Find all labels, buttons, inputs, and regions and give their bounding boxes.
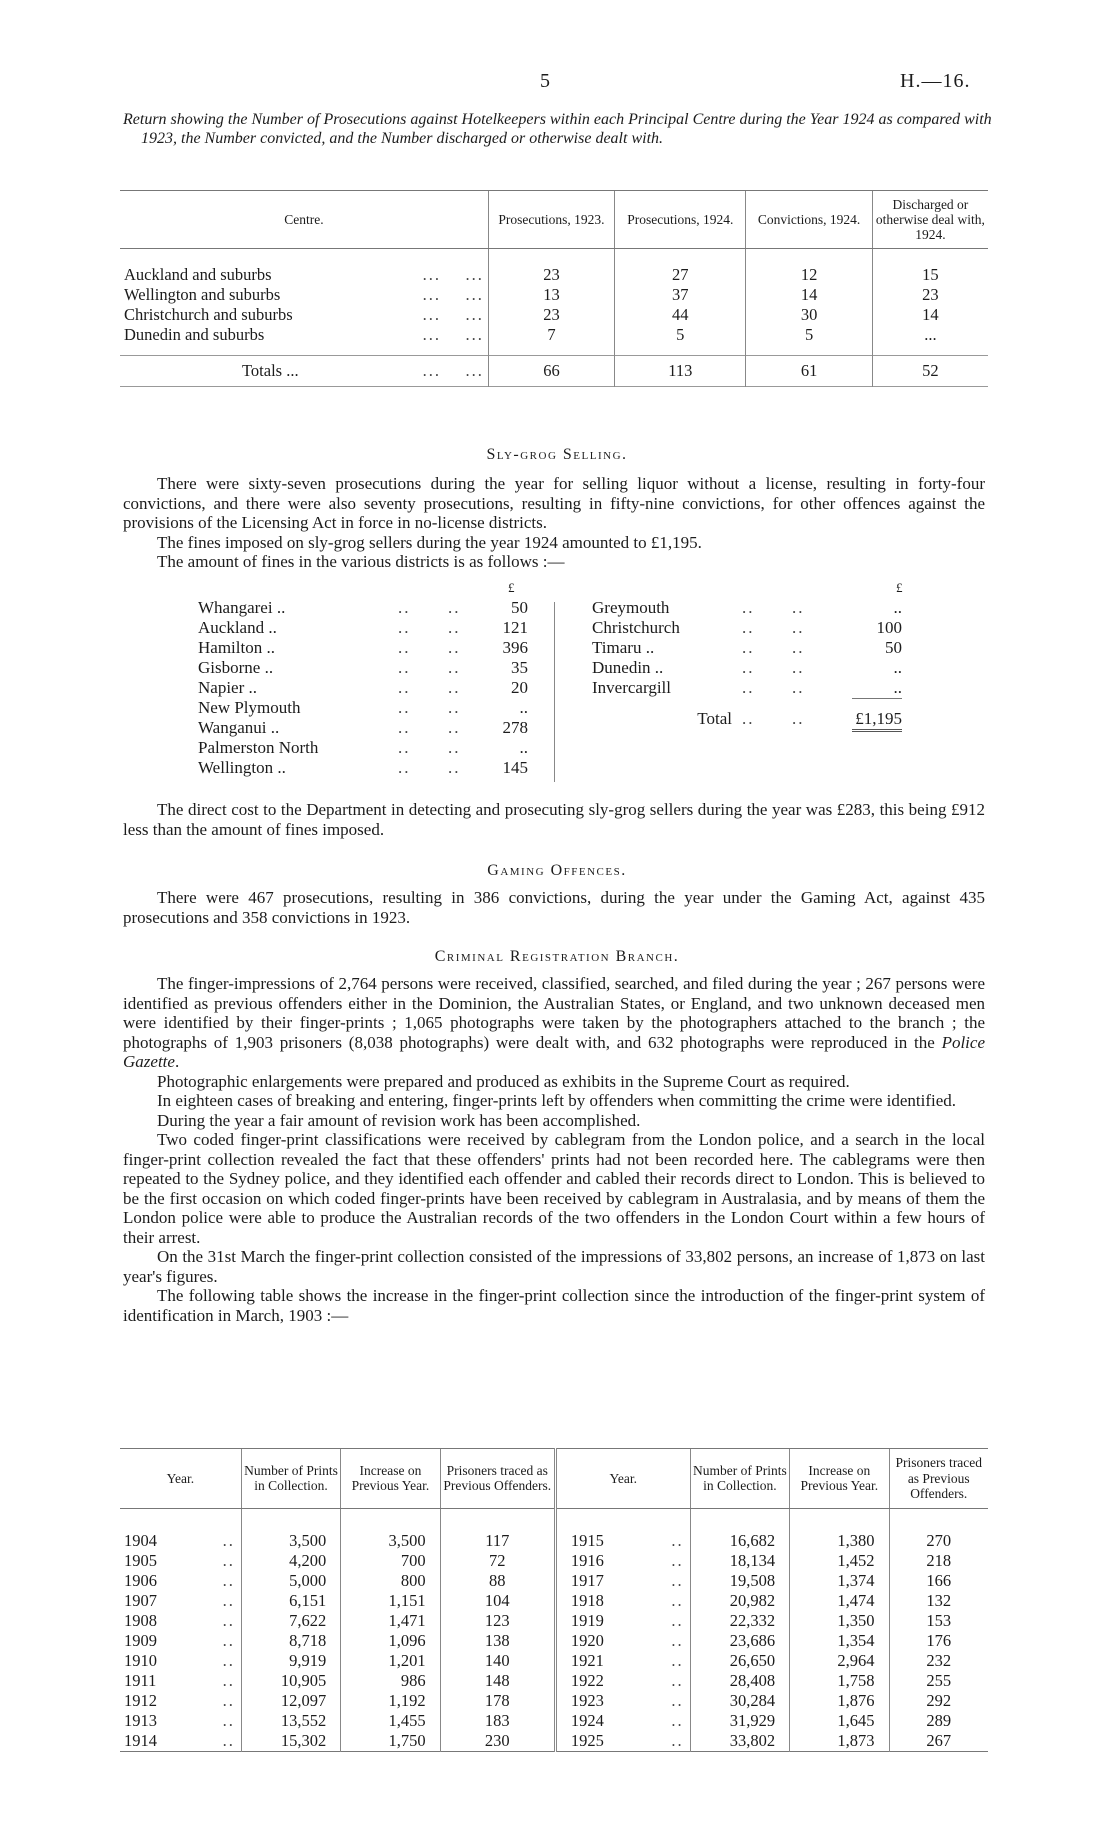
total-value: 113 <box>615 356 746 387</box>
year-cell: 1919 .. <box>555 1611 690 1631</box>
page-number: 5 <box>540 70 550 92</box>
prisoners-cell: 183 <box>440 1711 555 1731</box>
list-item: Napier .. .. .. 20 <box>198 678 528 697</box>
year-cell: 1909 .. <box>124 1630 235 1650</box>
table-row <box>120 1731 988 1752</box>
cell-value: 30 <box>746 305 872 325</box>
column-header-increase: Increase on Previous Year. <box>790 1449 889 1509</box>
fine-amount: .. <box>519 698 528 717</box>
increase-cell: 1,192 <box>341 1691 440 1711</box>
increase-cell: 800 <box>341 1571 440 1591</box>
cell-value: 13 <box>488 285 614 305</box>
list-item: Dunedin .. .. .. .. <box>592 658 902 677</box>
fine-amount: .. <box>852 678 902 699</box>
prints-cell: 6,151 <box>241 1591 340 1611</box>
district-name: Wanganui .. <box>198 718 280 737</box>
prosecutions-table <box>120 190 988 387</box>
fine-amount: 278 <box>502 718 528 737</box>
paragraph: In eighteen cases of breaking and entering, finger-prints left by offenders when committing the crime were identified. <box>157 1091 957 1110</box>
centre-name: Dunedin and suburbs <box>124 325 265 344</box>
paragraph: The amount of fines in the various districts is as follows :— <box>157 552 565 571</box>
prisoners-cell: 176 <box>889 1631 988 1651</box>
paragraph-text: . <box>174 1052 180 1071</box>
column-header-centre: Centre. <box>120 191 488 249</box>
table-row <box>120 1551 988 1571</box>
prints-cell: 4,200 <box>241 1551 340 1571</box>
leader-dots: .. <box>222 1650 235 1670</box>
table-row <box>120 1531 988 1551</box>
centre-name: Wellington and suburbs <box>124 285 281 304</box>
year-cell: 1906 .. <box>124 1570 235 1590</box>
fine-amount: .. <box>519 738 528 757</box>
paragraph-text: The finger-impressions of 2,764 persons were received, classified, searched, and filed during the year ; 267 persons were identified as previous offenders either in the Dominion, the Australian States, or England, and two unknown deceased men were identified by their finger-prints ; 1,065 photographs were taken by the photographers attached to the branch ; the photographs of 1,903 prisoners (8,038 photographs) were dealt with, and 632 photographs were reproduced in the <box>123 974 985 1052</box>
cell-value: 23 <box>872 285 988 305</box>
year-cell: 1925 .. <box>555 1731 690 1752</box>
district-name: Christchurch <box>592 618 680 637</box>
district-name: Napier .. <box>198 678 258 697</box>
increase-cell: 1,876 <box>790 1691 889 1711</box>
prisoners-cell: 104 <box>440 1591 555 1611</box>
column-header-increase: Increase on Previous Year. <box>341 1449 440 1509</box>
prints-cell: 3,500 <box>241 1531 340 1551</box>
prints-cell: 28,408 <box>690 1671 789 1691</box>
leader-dots: .. <box>222 1710 235 1730</box>
column-header-prosecutions-1924: Prosecutions, 1924. <box>615 191 746 249</box>
year-cell: 1924 .. <box>555 1711 690 1731</box>
fingerprint-table <box>120 1448 988 1752</box>
increase-cell: 1,471 <box>341 1611 440 1631</box>
year-cell: 1920 .. <box>555 1631 690 1651</box>
district-name: Greymouth <box>592 598 670 617</box>
criminal-registration-text <box>123 974 985 1325</box>
document-reference: H.—16. <box>900 70 971 92</box>
paragraph <box>123 974 985 1072</box>
increase-cell: 1,374 <box>790 1571 889 1591</box>
table-row <box>120 1671 988 1691</box>
paragraph: Photographic enlargements were prepared and produced as exhibits in the Supreme Court as required. <box>157 1071 850 1091</box>
cell-value: 23 <box>488 265 614 285</box>
list-item: Whangarei .. .. .. 50 <box>198 598 528 617</box>
prisoners-cell: 123 <box>440 1611 555 1631</box>
currency-header-left: £ <box>508 580 515 595</box>
cell-value: 27 <box>615 265 746 285</box>
district-name: Auckland .. <box>198 618 277 637</box>
prints-cell: 13,552 <box>241 1711 340 1731</box>
leader-dots: .. <box>222 1690 235 1710</box>
prints-cell: 15,302 <box>241 1731 340 1752</box>
prints-cell: 20,982 <box>690 1591 789 1611</box>
centre-name: Christchurch and suburbs <box>124 305 293 324</box>
table-row <box>120 1631 988 1651</box>
district-name: Whangarei .. <box>198 598 286 617</box>
centre-name: Auckland and suburbs <box>124 265 272 284</box>
list-item: Wanganui .. .. .. 278 <box>198 718 528 737</box>
section-heading-criminal-registration: Criminal Registration Branch. <box>434 948 680 965</box>
year-cell: 1912 .. <box>124 1690 235 1710</box>
list-item: Timaru .. .. .. 50 <box>592 638 902 657</box>
currency-header-right: £ <box>896 580 903 595</box>
column-header-convictions-1924: Convictions, 1924. <box>746 191 872 249</box>
cell-value: 37 <box>615 285 746 305</box>
prints-cell: 31,929 <box>690 1711 789 1731</box>
increase-cell: 2,964 <box>790 1651 889 1671</box>
year-cell: 1914 .. <box>124 1730 235 1750</box>
cell-value: 44 <box>615 305 746 325</box>
leader-dots: .. <box>222 1630 235 1650</box>
prints-cell: 26,650 <box>690 1651 789 1671</box>
column-header-prisoners: Prisoners traced as Previous Offenders. <box>440 1449 555 1509</box>
increase-cell: 1,750 <box>341 1731 440 1752</box>
leader-dots: .. <box>222 1590 235 1610</box>
paragraph: The fines imposed on sly-grog sellers during the year 1924 amounted to £1,195. <box>157 532 702 552</box>
fines-list-right <box>592 598 902 732</box>
district-name: Palmerston North <box>198 738 319 757</box>
fines-list-left <box>198 598 528 778</box>
prisoners-cell: 166 <box>889 1571 988 1591</box>
year-cell: 1913 .. <box>124 1710 235 1730</box>
leader-dots: .. <box>222 1730 235 1750</box>
list-item: New Plymouth .. .. .. <box>198 698 528 717</box>
increase-cell: 1,758 <box>790 1671 889 1691</box>
totals-label: Totals ... <box>242 361 299 380</box>
fine-amount: 100 <box>876 618 902 637</box>
column-header-prints: Number of Prints in Collection. <box>690 1449 789 1509</box>
list-item: Christchurch .. .. 100 <box>592 618 902 637</box>
prisoners-cell: 132 <box>889 1591 988 1611</box>
prisoners-cell: 255 <box>889 1671 988 1691</box>
leader-dots: .. <box>671 1610 684 1630</box>
leader-dots: .. <box>671 1530 684 1550</box>
prisoners-cell: 230 <box>440 1731 555 1752</box>
leader-dots: .. <box>671 1710 684 1730</box>
cell-value: 23 <box>488 305 614 325</box>
prints-cell: 19,508 <box>690 1571 789 1591</box>
leader-dots: .. <box>671 1630 684 1650</box>
increase-cell: 1,350 <box>790 1611 889 1631</box>
cell-value: 14 <box>746 285 872 305</box>
prints-cell: 16,682 <box>690 1531 789 1551</box>
paragraph: Two coded finger-print classifications were received by cablegram from the London police, and a search in the local finger-print collection revealed the fact that these offenders' prints had not been recorded here. The cablegrams were then repeated to the Sydney police, and they identified each offender and cabled their records direct to London. This is believed to be the first occasion on which coded finger-prints have been received by cablegram in Australasia, and by means of them the London police were able to produce the Australian records of the two offenders in the London Court within a few hours of their arrest. <box>123 1130 985 1247</box>
prisoners-cell: 292 <box>889 1691 988 1711</box>
table-row <box>120 1711 988 1731</box>
increase-cell: 1,645 <box>790 1711 889 1731</box>
prisoners-cell: 138 <box>440 1631 555 1651</box>
fine-amount: 20 <box>511 678 528 697</box>
cell-value: 5 <box>615 325 746 345</box>
district-name: Dunedin .. <box>592 658 664 677</box>
leader-dots: .. <box>671 1650 684 1670</box>
cell-value: 5 <box>746 325 872 345</box>
prisoners-cell: 267 <box>889 1731 988 1752</box>
increase-cell: 1,474 <box>790 1591 889 1611</box>
table-header-row <box>120 191 988 249</box>
prisoners-cell: 88 <box>440 1571 555 1591</box>
table-caption: Return showing the Number of Prosecutions against Hotelkeepers within each Principal Centre during the Year 1924 as compared with 1923, the Number convicted, and the Number discharged or otherwise dealt with. <box>123 111 992 147</box>
column-header-prisoners: Prisoners traced as Previous Offenders. <box>889 1449 988 1509</box>
increase-cell: 3,500 <box>341 1531 440 1551</box>
fine-amount: .. <box>893 598 902 617</box>
table-row: Dunedin and suburbs ... ... 7 5 5 ... <box>120 325 988 345</box>
year-cell: 1910 .. <box>124 1650 235 1670</box>
paragraph: During the year a fair amount of revision work has been accomplished. <box>157 1110 641 1130</box>
column-header-year: Year. <box>120 1449 241 1509</box>
leader-dots: .. <box>671 1550 684 1570</box>
year-cell: 1921 .. <box>555 1651 690 1671</box>
year-cell: 1918 .. <box>555 1591 690 1611</box>
cell-value: 14 <box>872 305 988 325</box>
prisoners-cell: 289 <box>889 1711 988 1731</box>
year-cell: 1923 .. <box>555 1691 690 1711</box>
district-name: Hamilton .. <box>198 638 275 657</box>
increase-cell: 1,452 <box>790 1551 889 1571</box>
prints-cell: 22,332 <box>690 1611 789 1631</box>
totals-row: Totals ... ... ... 66 113 61 52 <box>120 356 988 387</box>
year-cell: 1911 .. <box>124 1670 235 1690</box>
prints-cell: 8,718 <box>241 1631 340 1651</box>
increase-cell: 1,354 <box>790 1631 889 1651</box>
column-divider <box>554 602 555 782</box>
paragraph: There were 467 prosecutions, resulting in 386 convictions, during the year under the Gaming Act, against 435 prosecutions and 358 convictions in 1923. <box>123 888 985 927</box>
cell-value: 12 <box>746 265 872 285</box>
column-header-year: Year. <box>555 1449 690 1509</box>
column-header-prosecutions-1923: Prosecutions, 1923. <box>488 191 614 249</box>
fine-amount: 50 <box>885 638 902 657</box>
increase-cell: 986 <box>341 1671 440 1691</box>
column-header-prints: Number of Prints in Collection. <box>241 1449 340 1509</box>
fingerprint-table-body <box>120 1508 988 1751</box>
total-amount: £1,195 <box>852 709 902 731</box>
increase-cell: 700 <box>341 1551 440 1571</box>
table-row <box>120 1651 988 1671</box>
increase-cell: 1,380 <box>790 1531 889 1551</box>
prisoners-cell: 153 <box>889 1611 988 1631</box>
paragraph: The direct cost to the Department in detecting and prosecuting sly-grog sellers during the year was £283, this being £912 less than the amount of fines imposed. <box>123 800 985 839</box>
paragraph: There were sixty-seven prosecutions during the year for selling liquor without a license, resulting in forty-four convictions, and there were also seventy prosecutions, resulting in fifty-nine convictions, for other offences against the provisions of the Licensing Act in force in no-license districts. <box>123 474 985 532</box>
increase-cell: 1,096 <box>341 1631 440 1651</box>
year-cell: 1915 .. <box>555 1531 690 1551</box>
cell-value: 15 <box>872 265 988 285</box>
total-value: 52 <box>872 356 988 387</box>
leader-dots: .. <box>222 1610 235 1630</box>
leader-dots: .. <box>671 1690 684 1710</box>
table-row <box>120 1571 988 1591</box>
prisoners-cell: 218 <box>889 1551 988 1571</box>
fine-amount: 121 <box>502 618 528 637</box>
prisoners-cell: 117 <box>440 1531 555 1551</box>
year-cell: 1917 .. <box>555 1571 690 1591</box>
year-cell: 1905 .. <box>124 1550 235 1570</box>
paragraph: On the 31st March the finger-print collection consisted of the impressions of 33,802 persons, an increase of 1,873 on last year's figures. <box>123 1247 985 1286</box>
increase-cell: 1,873 <box>790 1731 889 1752</box>
prints-cell: 18,134 <box>690 1551 789 1571</box>
prisoners-cell: 232 <box>889 1651 988 1671</box>
cell-value: ... <box>872 325 988 345</box>
table-row: Christchurch and suburbs ... ... 23 44 30 14 <box>120 305 988 325</box>
table-row: Auckland and suburbs ... ... 23 27 12 15 <box>120 265 988 285</box>
gaming-text <box>123 888 985 927</box>
leader-dots: .. <box>671 1570 684 1590</box>
list-item: Invercargill .. .. .. <box>592 678 902 698</box>
list-item: Hamilton .. .. .. 396 <box>198 638 528 657</box>
paragraph: The following table shows the increase in the finger-print collection since the introduction of the finger-print system of identification in March, 1903 :— <box>123 1286 985 1325</box>
section-heading-sly-grog: Sly-grog Selling. <box>486 446 628 463</box>
prints-cell: 30,284 <box>690 1691 789 1711</box>
total-value: 61 <box>746 356 872 387</box>
year-cell: 1922 .. <box>555 1671 690 1691</box>
leader-dots: .. <box>222 1570 235 1590</box>
prisoners-cell: 72 <box>440 1551 555 1571</box>
prints-cell: 12,097 <box>241 1691 340 1711</box>
district-name: New Plymouth <box>198 698 301 717</box>
year-cell: 1904 .. <box>124 1530 235 1550</box>
prisoners-cell: 178 <box>440 1691 555 1711</box>
leader-dots: .. <box>671 1670 684 1690</box>
year-cell: 1916 .. <box>555 1551 690 1571</box>
fine-amount: 396 <box>502 638 528 657</box>
prisoners-cell: 270 <box>889 1531 988 1551</box>
fines-total-row: Total .. .. £1,195 <box>592 709 902 731</box>
column-header-discharged-1924: Discharged or otherwise deal with, 1924. <box>872 191 988 249</box>
list-item: Palmerston North .. .. .. <box>198 738 528 757</box>
leader-dots: .. <box>222 1530 235 1550</box>
list-item: Gisborne .. .. .. 35 <box>198 658 528 677</box>
table-row <box>120 1611 988 1631</box>
prints-cell: 7,622 <box>241 1611 340 1631</box>
list-item: Auckland .. .. .. 121 <box>198 618 528 637</box>
total-value: 66 <box>488 356 614 387</box>
prisoners-cell: 140 <box>440 1651 555 1671</box>
year-cell: 1907 .. <box>124 1590 235 1610</box>
increase-cell: 1,151 <box>341 1591 440 1611</box>
leader-dots: .. <box>671 1590 684 1610</box>
prints-cell: 23,686 <box>690 1631 789 1651</box>
list-item: Greymouth .. .. .. <box>592 598 902 617</box>
sly-grog-text <box>123 474 985 572</box>
publication-title: Police Gazette <box>123 1032 985 1071</box>
cell-value: 7 <box>488 325 614 345</box>
table-row: Wellington and suburbs ... ... 13 37 14 23 <box>120 285 988 305</box>
prints-cell: 10,905 <box>241 1671 340 1691</box>
fine-amount: 35 <box>511 658 528 677</box>
year-cell: 1908 .. <box>124 1610 235 1630</box>
leader-dots: .. <box>222 1550 235 1570</box>
district-name: Wellington .. <box>198 758 286 777</box>
fine-amount: 50 <box>511 598 528 617</box>
sly-grog-cost-text <box>123 800 985 839</box>
total-label: Total <box>697 709 732 729</box>
fine-amount: 145 <box>502 758 528 777</box>
increase-cell: 1,455 <box>341 1711 440 1731</box>
district-name: Timaru .. <box>592 638 655 657</box>
prints-cell: 9,919 <box>241 1651 340 1671</box>
section-heading-gaming: Gaming Offences. <box>487 862 627 879</box>
leader-dots: .. <box>671 1730 684 1750</box>
leader-dots: .. <box>222 1670 235 1690</box>
prints-cell: 33,802 <box>690 1731 789 1752</box>
table-row <box>120 1591 988 1611</box>
prints-cell: 5,000 <box>241 1571 340 1591</box>
district-name: Gisborne .. <box>198 658 274 677</box>
district-name: Invercargill <box>592 678 671 698</box>
increase-cell: 1,201 <box>341 1651 440 1671</box>
table-header-row <box>120 1449 988 1509</box>
prisoners-cell: 148 <box>440 1671 555 1691</box>
list-item: Wellington .. .. .. 145 <box>198 758 528 777</box>
fine-amount: .. <box>893 658 902 677</box>
table-row <box>120 1691 988 1711</box>
